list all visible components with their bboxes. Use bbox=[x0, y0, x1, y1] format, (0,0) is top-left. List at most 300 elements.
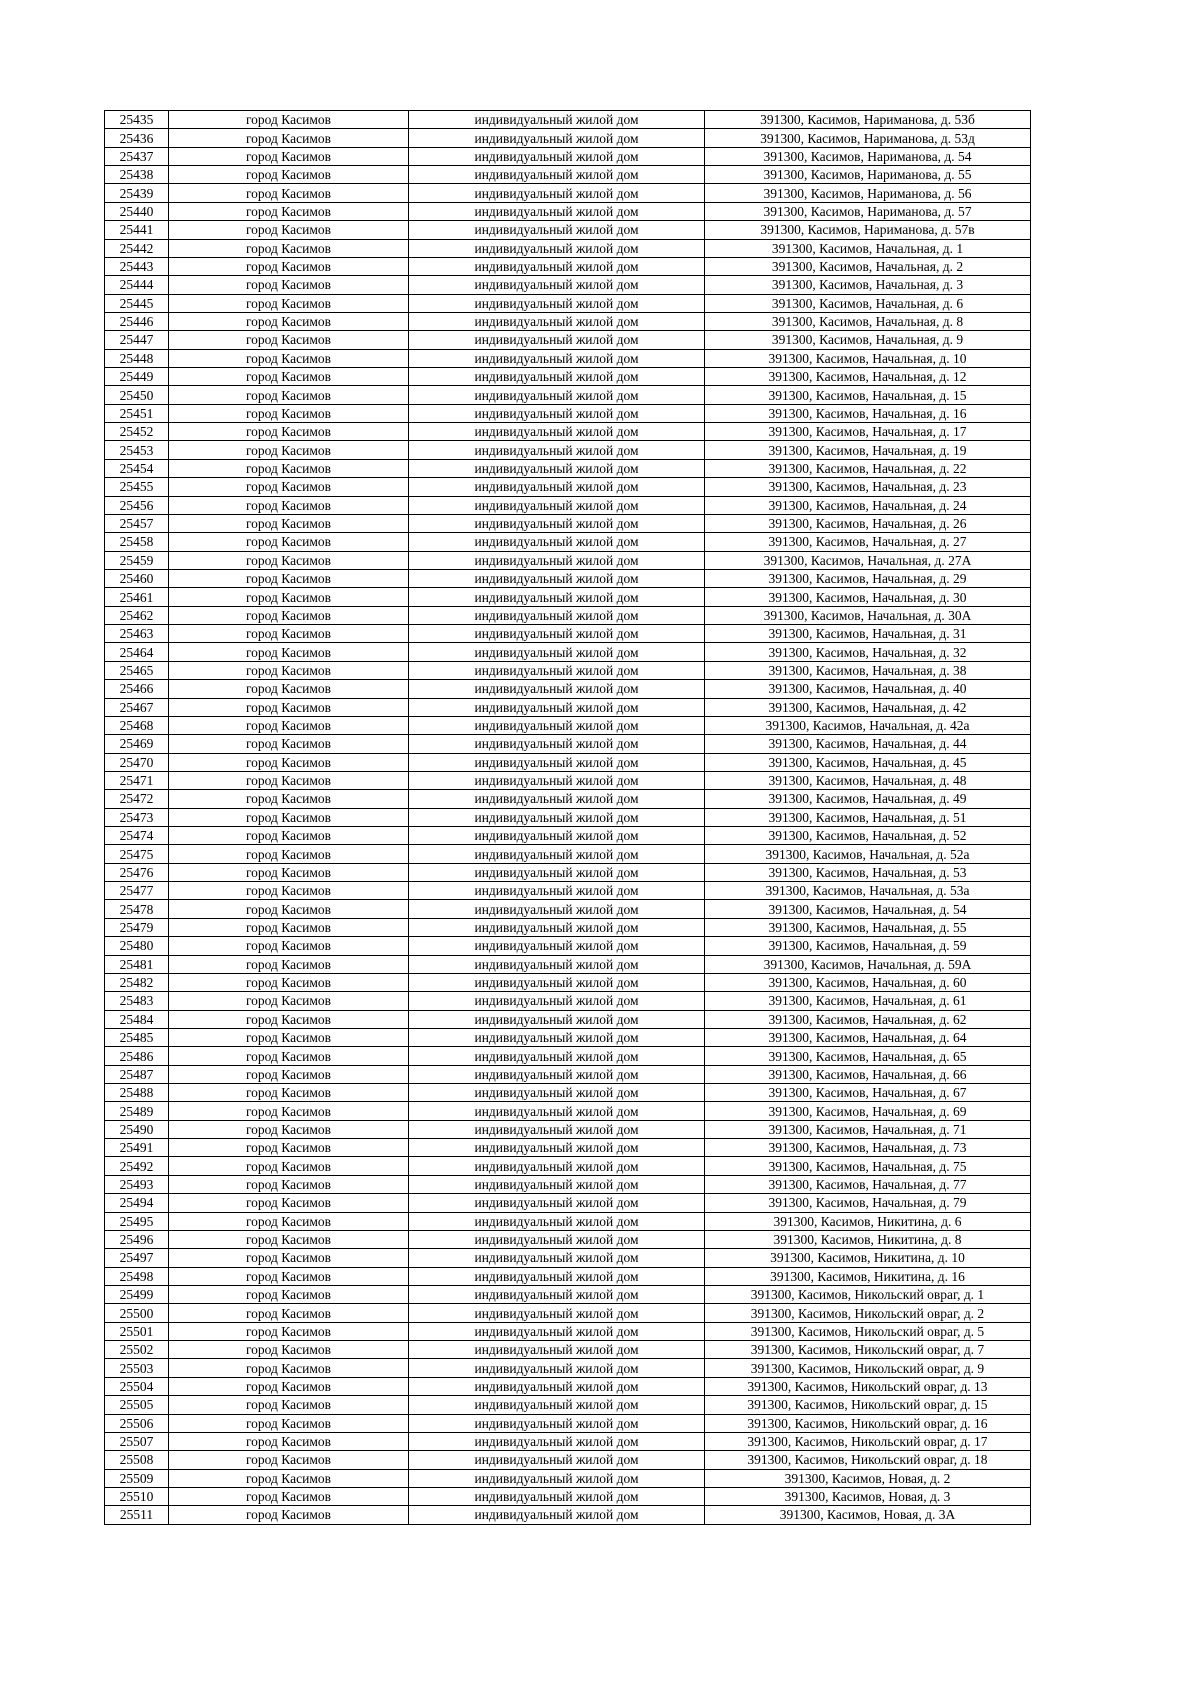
locality-cell: город Касимов bbox=[169, 1432, 409, 1450]
object-type-cell: индивидуальный жилой дом bbox=[409, 973, 705, 991]
address-cell: 391300, Касимов, Нариманова, д. 55 bbox=[705, 166, 1031, 184]
object-type-cell: индивидуальный жилой дом bbox=[409, 1065, 705, 1083]
address-cell: 391300, Касимов, Нариманова, д. 57 bbox=[705, 202, 1031, 220]
object-type-cell: индивидуальный жилой дом bbox=[409, 625, 705, 643]
table-row bbox=[105, 1065, 1031, 1083]
table-row bbox=[105, 808, 1031, 826]
row-number-cell: 25487 bbox=[105, 1065, 169, 1083]
table-row bbox=[105, 459, 1031, 477]
locality-cell: город Касимов bbox=[169, 1157, 409, 1175]
table-row bbox=[105, 1451, 1031, 1469]
table-row bbox=[105, 551, 1031, 569]
row-number-cell: 25436 bbox=[105, 129, 169, 147]
row-number-cell: 25460 bbox=[105, 569, 169, 587]
locality-cell: город Касимов bbox=[169, 973, 409, 991]
object-type-cell: индивидуальный жилой дом bbox=[409, 129, 705, 147]
locality-cell: город Касимов bbox=[169, 1304, 409, 1322]
row-number-cell: 25492 bbox=[105, 1157, 169, 1175]
address-cell: 391300, Касимов, Начальная, д. 31 bbox=[705, 625, 1031, 643]
address-cell: 391300, Касимов, Начальная, д. 55 bbox=[705, 918, 1031, 936]
address-cell: 391300, Касимов, Начальная, д. 24 bbox=[705, 496, 1031, 514]
table-row bbox=[105, 1377, 1031, 1395]
object-type-cell: индивидуальный жилой дом bbox=[409, 533, 705, 551]
row-number-cell: 25511 bbox=[105, 1506, 169, 1524]
address-cell: 391300, Касимов, Начальная, д. 3 bbox=[705, 276, 1031, 294]
locality-cell: город Касимов bbox=[169, 918, 409, 936]
row-number-cell: 25450 bbox=[105, 386, 169, 404]
row-number-cell: 25467 bbox=[105, 698, 169, 716]
address-cell: 391300, Касимов, Нариманова, д. 56 bbox=[705, 184, 1031, 202]
address-cell: 391300, Касимов, Начальная, д. 60 bbox=[705, 973, 1031, 991]
table-row bbox=[105, 184, 1031, 202]
registry-table bbox=[104, 110, 1031, 1525]
address-cell: 391300, Касимов, Никольский овраг, д. 15 bbox=[705, 1396, 1031, 1414]
address-cell: 391300, Касимов, Начальная, д. 22 bbox=[705, 459, 1031, 477]
locality-cell: город Касимов bbox=[169, 1175, 409, 1193]
locality-cell: город Касимов bbox=[169, 661, 409, 679]
table-row bbox=[105, 404, 1031, 422]
address-cell: 391300, Касимов, Нариманова, д. 53б bbox=[705, 111, 1031, 129]
row-number-cell: 25475 bbox=[105, 845, 169, 863]
row-number-cell: 25439 bbox=[105, 184, 169, 202]
locality-cell: город Касимов bbox=[169, 845, 409, 863]
table-row bbox=[105, 257, 1031, 275]
object-type-cell: индивидуальный жилой дом bbox=[409, 790, 705, 808]
row-number-cell: 25455 bbox=[105, 478, 169, 496]
locality-cell: город Касимов bbox=[169, 1010, 409, 1028]
row-number-cell: 25503 bbox=[105, 1359, 169, 1377]
address-cell: 391300, Касимов, Начальная, д. 12 bbox=[705, 368, 1031, 386]
address-cell: 391300, Касимов, Начальная, д. 53а bbox=[705, 882, 1031, 900]
object-type-cell: индивидуальный жилой дом bbox=[409, 992, 705, 1010]
table-row bbox=[105, 441, 1031, 459]
table-row bbox=[105, 1212, 1031, 1230]
row-number-cell: 25470 bbox=[105, 753, 169, 771]
locality-cell: город Касимов bbox=[169, 1286, 409, 1304]
row-number-cell: 25437 bbox=[105, 147, 169, 165]
address-cell: 391300, Касимов, Начальная, д. 30 bbox=[705, 588, 1031, 606]
table-row bbox=[105, 1102, 1031, 1120]
table-row bbox=[105, 1506, 1031, 1524]
row-number-cell: 25496 bbox=[105, 1230, 169, 1248]
address-cell: 391300, Касимов, Никольский овраг, д. 17 bbox=[705, 1432, 1031, 1450]
address-cell: 391300, Касимов, Начальная, д. 27 bbox=[705, 533, 1031, 551]
object-type-cell: индивидуальный жилой дом bbox=[409, 1120, 705, 1138]
locality-cell: город Касимов bbox=[169, 1120, 409, 1138]
address-cell: 391300, Касимов, Никольский овраг, д. 2 bbox=[705, 1304, 1031, 1322]
object-type-cell: индивидуальный жилой дом bbox=[409, 716, 705, 734]
locality-cell: город Касимов bbox=[169, 111, 409, 129]
table-row bbox=[105, 423, 1031, 441]
table-row bbox=[105, 1120, 1031, 1138]
row-number-cell: 25481 bbox=[105, 955, 169, 973]
object-type-cell: индивидуальный жилой дом bbox=[409, 368, 705, 386]
row-number-cell: 25495 bbox=[105, 1212, 169, 1230]
address-cell: 391300, Касимов, Начальная, д. 23 bbox=[705, 478, 1031, 496]
table-row bbox=[105, 478, 1031, 496]
address-cell: 391300, Касимов, Начальная, д. 16 bbox=[705, 404, 1031, 422]
address-cell: 391300, Касимов, Начальная, д. 65 bbox=[705, 1047, 1031, 1065]
locality-cell: город Касимов bbox=[169, 331, 409, 349]
object-type-cell: индивидуальный жилой дом bbox=[409, 1047, 705, 1065]
row-number-cell: 25442 bbox=[105, 239, 169, 257]
row-number-cell: 25484 bbox=[105, 1010, 169, 1028]
address-cell: 391300, Касимов, Начальная, д. 51 bbox=[705, 808, 1031, 826]
row-number-cell: 25502 bbox=[105, 1341, 169, 1359]
row-number-cell: 25463 bbox=[105, 625, 169, 643]
row-number-cell: 25488 bbox=[105, 1084, 169, 1102]
row-number-cell: 25490 bbox=[105, 1120, 169, 1138]
object-type-cell: индивидуальный жилой дом bbox=[409, 312, 705, 330]
object-type-cell: индивидуальный жилой дом bbox=[409, 1194, 705, 1212]
object-type-cell: индивидуальный жилой дом bbox=[409, 918, 705, 936]
locality-cell: город Касимов bbox=[169, 129, 409, 147]
row-number-cell: 25472 bbox=[105, 790, 169, 808]
table-row bbox=[105, 533, 1031, 551]
locality-cell: город Касимов bbox=[169, 992, 409, 1010]
address-cell: 391300, Касимов, Начальная, д. 69 bbox=[705, 1102, 1031, 1120]
row-number-cell: 25510 bbox=[105, 1487, 169, 1505]
object-type-cell: индивидуальный жилой дом bbox=[409, 478, 705, 496]
table-row bbox=[105, 129, 1031, 147]
table-row bbox=[105, 1047, 1031, 1065]
address-cell: 391300, Касимов, Никольский овраг, д. 18 bbox=[705, 1451, 1031, 1469]
object-type-cell: индивидуальный жилой дом bbox=[409, 1451, 705, 1469]
row-number-cell: 25440 bbox=[105, 202, 169, 220]
table-row bbox=[105, 111, 1031, 129]
row-number-cell: 25443 bbox=[105, 257, 169, 275]
address-cell: 391300, Касимов, Начальная, д. 49 bbox=[705, 790, 1031, 808]
locality-cell: город Касимов bbox=[169, 221, 409, 239]
address-cell: 391300, Касимов, Новая, д. 2 bbox=[705, 1469, 1031, 1487]
address-cell: 391300, Касимов, Начальная, д. 32 bbox=[705, 643, 1031, 661]
object-type-cell: индивидуальный жилой дом bbox=[409, 496, 705, 514]
address-cell: 391300, Касимов, Начальная, д. 59А bbox=[705, 955, 1031, 973]
object-type-cell: индивидуальный жилой дом bbox=[409, 514, 705, 532]
locality-cell: город Касимов bbox=[169, 294, 409, 312]
row-number-cell: 25464 bbox=[105, 643, 169, 661]
object-type-cell: индивидуальный жилой дом bbox=[409, 1230, 705, 1248]
object-type-cell: индивидуальный жилой дом bbox=[409, 643, 705, 661]
table-row bbox=[105, 1194, 1031, 1212]
locality-cell: город Касимов bbox=[169, 1194, 409, 1212]
locality-cell: город Касимов bbox=[169, 184, 409, 202]
object-type-cell: индивидуальный жилой дом bbox=[409, 1084, 705, 1102]
locality-cell: город Касимов bbox=[169, 459, 409, 477]
locality-cell: город Касимов bbox=[169, 478, 409, 496]
row-number-cell: 25456 bbox=[105, 496, 169, 514]
object-type-cell: индивидуальный жилой дом bbox=[409, 257, 705, 275]
table-row bbox=[105, 1028, 1031, 1046]
object-type-cell: индивидуальный жилой дом bbox=[409, 1157, 705, 1175]
object-type-cell: индивидуальный жилой дом bbox=[409, 955, 705, 973]
locality-cell: город Касимов bbox=[169, 955, 409, 973]
address-cell: 391300, Касимов, Начальная, д. 54 bbox=[705, 900, 1031, 918]
object-type-cell: индивидуальный жилой дом bbox=[409, 882, 705, 900]
table-row bbox=[105, 882, 1031, 900]
table-row bbox=[105, 1139, 1031, 1157]
object-type-cell: индивидуальный жилой дом bbox=[409, 698, 705, 716]
table-row bbox=[105, 771, 1031, 789]
table-row bbox=[105, 1286, 1031, 1304]
row-number-cell: 25446 bbox=[105, 312, 169, 330]
table-row bbox=[105, 1175, 1031, 1193]
table-row bbox=[105, 569, 1031, 587]
object-type-cell: индивидуальный жилой дом bbox=[409, 349, 705, 367]
locality-cell: город Касимов bbox=[169, 1028, 409, 1046]
address-cell: 391300, Касимов, Начальная, д. 73 bbox=[705, 1139, 1031, 1157]
row-number-cell: 25457 bbox=[105, 514, 169, 532]
object-type-cell: индивидуальный жилой дом bbox=[409, 753, 705, 771]
address-cell: 391300, Касимов, Новая, д. 3А bbox=[705, 1506, 1031, 1524]
locality-cell: город Касимов bbox=[169, 1267, 409, 1285]
locality-cell: город Касимов bbox=[169, 423, 409, 441]
row-number-cell: 25508 bbox=[105, 1451, 169, 1469]
locality-cell: город Касимов bbox=[169, 753, 409, 771]
locality-cell: город Касимов bbox=[169, 1469, 409, 1487]
address-cell: 391300, Касимов, Начальная, д. 62 bbox=[705, 1010, 1031, 1028]
row-number-cell: 25476 bbox=[105, 863, 169, 881]
table-row bbox=[105, 1487, 1031, 1505]
table-row bbox=[105, 992, 1031, 1010]
row-number-cell: 25478 bbox=[105, 900, 169, 918]
table-row bbox=[105, 496, 1031, 514]
row-number-cell: 25505 bbox=[105, 1396, 169, 1414]
table-row bbox=[105, 514, 1031, 532]
address-cell: 391300, Касимов, Начальная, д. 44 bbox=[705, 735, 1031, 753]
table-row bbox=[105, 680, 1031, 698]
table-row bbox=[105, 1322, 1031, 1340]
locality-cell: город Касимов bbox=[169, 349, 409, 367]
table-row bbox=[105, 955, 1031, 973]
locality-cell: город Касимов bbox=[169, 257, 409, 275]
table-row bbox=[105, 1157, 1031, 1175]
address-cell: 391300, Касимов, Никитина, д. 10 bbox=[705, 1249, 1031, 1267]
object-type-cell: индивидуальный жилой дом bbox=[409, 827, 705, 845]
row-number-cell: 25474 bbox=[105, 827, 169, 845]
address-cell: 391300, Касимов, Начальная, д. 1 bbox=[705, 239, 1031, 257]
locality-cell: город Касимов bbox=[169, 1212, 409, 1230]
address-cell: 391300, Касимов, Начальная, д. 19 bbox=[705, 441, 1031, 459]
object-type-cell: индивидуальный жилой дом bbox=[409, 937, 705, 955]
object-type-cell: индивидуальный жилой дом bbox=[409, 606, 705, 624]
table-row bbox=[105, 1249, 1031, 1267]
table-body bbox=[105, 111, 1031, 1525]
locality-cell: город Касимов bbox=[169, 1322, 409, 1340]
locality-cell: город Касимов bbox=[169, 386, 409, 404]
address-cell: 391300, Касимов, Начальная, д. 27А bbox=[705, 551, 1031, 569]
row-number-cell: 25473 bbox=[105, 808, 169, 826]
locality-cell: город Касимов bbox=[169, 790, 409, 808]
locality-cell: город Касимов bbox=[169, 1451, 409, 1469]
row-number-cell: 25445 bbox=[105, 294, 169, 312]
address-cell: 391300, Касимов, Нариманова, д. 54 bbox=[705, 147, 1031, 165]
row-number-cell: 25497 bbox=[105, 1249, 169, 1267]
row-number-cell: 25501 bbox=[105, 1322, 169, 1340]
object-type-cell: индивидуальный жилой дом bbox=[409, 680, 705, 698]
locality-cell: город Касимов bbox=[169, 1377, 409, 1395]
object-type-cell: индивидуальный жилой дом bbox=[409, 1175, 705, 1193]
table-row bbox=[105, 625, 1031, 643]
locality-cell: город Касимов bbox=[169, 368, 409, 386]
object-type-cell: индивидуальный жилой дом bbox=[409, 900, 705, 918]
locality-cell: город Касимов bbox=[169, 900, 409, 918]
table-row bbox=[105, 735, 1031, 753]
locality-cell: город Касимов bbox=[169, 569, 409, 587]
table-row bbox=[105, 1359, 1031, 1377]
row-number-cell: 25477 bbox=[105, 882, 169, 900]
locality-cell: город Касимов bbox=[169, 551, 409, 569]
row-number-cell: 25506 bbox=[105, 1414, 169, 1432]
address-cell: 391300, Касимов, Начальная, д. 30А bbox=[705, 606, 1031, 624]
locality-cell: город Касимов bbox=[169, 404, 409, 422]
row-number-cell: 25451 bbox=[105, 404, 169, 422]
table-row bbox=[105, 1341, 1031, 1359]
address-cell: 391300, Касимов, Новая, д. 3 bbox=[705, 1487, 1031, 1505]
address-cell: 391300, Касимов, Начальная, д. 8 bbox=[705, 312, 1031, 330]
object-type-cell: индивидуальный жилой дом bbox=[409, 294, 705, 312]
address-cell: 391300, Касимов, Никольский овраг, д. 5 bbox=[705, 1322, 1031, 1340]
locality-cell: город Касимов bbox=[169, 1487, 409, 1505]
row-number-cell: 25486 bbox=[105, 1047, 169, 1065]
locality-cell: город Касимов bbox=[169, 514, 409, 532]
row-number-cell: 25448 bbox=[105, 349, 169, 367]
locality-cell: город Касимов bbox=[169, 606, 409, 624]
object-type-cell: индивидуальный жилой дом bbox=[409, 1249, 705, 1267]
table-row bbox=[105, 312, 1031, 330]
locality-cell: город Касимов bbox=[169, 771, 409, 789]
object-type-cell: индивидуальный жилой дом bbox=[409, 588, 705, 606]
address-cell: 391300, Касимов, Никольский овраг, д. 1 bbox=[705, 1286, 1031, 1304]
row-number-cell: 25507 bbox=[105, 1432, 169, 1450]
table-row bbox=[105, 588, 1031, 606]
row-number-cell: 25449 bbox=[105, 368, 169, 386]
address-cell: 391300, Касимов, Начальная, д. 77 bbox=[705, 1175, 1031, 1193]
object-type-cell: индивидуальный жилой дом bbox=[409, 239, 705, 257]
table-row bbox=[105, 386, 1031, 404]
object-type-cell: индивидуальный жилой дом bbox=[409, 1432, 705, 1450]
locality-cell: город Касимов bbox=[169, 276, 409, 294]
object-type-cell: индивидуальный жилой дом bbox=[409, 441, 705, 459]
row-number-cell: 25469 bbox=[105, 735, 169, 753]
row-number-cell: 25509 bbox=[105, 1469, 169, 1487]
row-number-cell: 25458 bbox=[105, 533, 169, 551]
locality-cell: город Касимов bbox=[169, 533, 409, 551]
object-type-cell: индивидуальный жилой дом bbox=[409, 1341, 705, 1359]
address-cell: 391300, Касимов, Начальная, д. 10 bbox=[705, 349, 1031, 367]
row-number-cell: 25479 bbox=[105, 918, 169, 936]
locality-cell: город Касимов bbox=[169, 735, 409, 753]
row-number-cell: 25447 bbox=[105, 331, 169, 349]
row-number-cell: 25471 bbox=[105, 771, 169, 789]
row-number-cell: 25468 bbox=[105, 716, 169, 734]
address-cell: 391300, Касимов, Никитина, д. 8 bbox=[705, 1230, 1031, 1248]
table-row bbox=[105, 1432, 1031, 1450]
object-type-cell: индивидуальный жилой дом bbox=[409, 1304, 705, 1322]
table-row bbox=[105, 294, 1031, 312]
row-number-cell: 25482 bbox=[105, 973, 169, 991]
table-row bbox=[105, 1304, 1031, 1322]
locality-cell: город Касимов bbox=[169, 496, 409, 514]
locality-cell: город Касимов bbox=[169, 166, 409, 184]
object-type-cell: индивидуальный жилой дом bbox=[409, 771, 705, 789]
object-type-cell: индивидуальный жилой дом bbox=[409, 1267, 705, 1285]
address-cell: 391300, Касимов, Начальная, д. 52а bbox=[705, 845, 1031, 863]
locality-cell: город Касимов bbox=[169, 808, 409, 826]
object-type-cell: индивидуальный жилой дом bbox=[409, 808, 705, 826]
address-cell: 391300, Касимов, Никольский овраг, д. 13 bbox=[705, 1377, 1031, 1395]
row-number-cell: 25504 bbox=[105, 1377, 169, 1395]
object-type-cell: индивидуальный жилой дом bbox=[409, 1028, 705, 1046]
table-row bbox=[105, 863, 1031, 881]
object-type-cell: индивидуальный жилой дом bbox=[409, 735, 705, 753]
address-cell: 391300, Касимов, Начальная, д. 52 bbox=[705, 827, 1031, 845]
row-number-cell: 25480 bbox=[105, 937, 169, 955]
address-cell: 391300, Касимов, Начальная, д. 17 bbox=[705, 423, 1031, 441]
address-cell: 391300, Касимов, Начальная, д. 29 bbox=[705, 569, 1031, 587]
table-row bbox=[105, 827, 1031, 845]
object-type-cell: индивидуальный жилой дом bbox=[409, 1506, 705, 1524]
locality-cell: город Касимов bbox=[169, 1084, 409, 1102]
locality-cell: город Касимов bbox=[169, 1047, 409, 1065]
address-cell: 391300, Касимов, Нариманова, д. 53д bbox=[705, 129, 1031, 147]
table-row bbox=[105, 845, 1031, 863]
row-number-cell: 25441 bbox=[105, 221, 169, 239]
object-type-cell: индивидуальный жилой дом bbox=[409, 1487, 705, 1505]
locality-cell: город Касимов bbox=[169, 1065, 409, 1083]
address-cell: 391300, Касимов, Начальная, д. 40 bbox=[705, 680, 1031, 698]
object-type-cell: индивидуальный жилой дом bbox=[409, 1359, 705, 1377]
object-type-cell: индивидуальный жилой дом bbox=[409, 1102, 705, 1120]
table-row bbox=[105, 221, 1031, 239]
object-type-cell: индивидуальный жилой дом bbox=[409, 1396, 705, 1414]
object-type-cell: индивидуальный жилой дом bbox=[409, 166, 705, 184]
table-row bbox=[105, 1396, 1031, 1414]
table-row bbox=[105, 331, 1031, 349]
address-cell: 391300, Касимов, Никитина, д. 16 bbox=[705, 1267, 1031, 1285]
table-row bbox=[105, 698, 1031, 716]
locality-cell: город Касимов bbox=[169, 1249, 409, 1267]
address-cell: 391300, Касимов, Начальная, д. 2 bbox=[705, 257, 1031, 275]
locality-cell: город Касимов bbox=[169, 716, 409, 734]
table-row bbox=[105, 643, 1031, 661]
table-row bbox=[105, 147, 1031, 165]
object-type-cell: индивидуальный жилой дом bbox=[409, 661, 705, 679]
table-row bbox=[105, 368, 1031, 386]
locality-cell: город Касимов bbox=[169, 1414, 409, 1432]
locality-cell: город Касимов bbox=[169, 827, 409, 845]
table-row bbox=[105, 276, 1031, 294]
address-cell: 391300, Касимов, Нариманова, д. 57в bbox=[705, 221, 1031, 239]
locality-cell: город Касимов bbox=[169, 680, 409, 698]
table-row bbox=[105, 753, 1031, 771]
object-type-cell: индивидуальный жилой дом bbox=[409, 551, 705, 569]
row-number-cell: 25499 bbox=[105, 1286, 169, 1304]
locality-cell: город Касимов bbox=[169, 698, 409, 716]
object-type-cell: индивидуальный жилой дом bbox=[409, 845, 705, 863]
address-cell: 391300, Касимов, Никольский овраг, д. 16 bbox=[705, 1414, 1031, 1432]
object-type-cell: индивидуальный жилой дом bbox=[409, 276, 705, 294]
locality-cell: город Касимов bbox=[169, 1396, 409, 1414]
locality-cell: город Касимов bbox=[169, 588, 409, 606]
table-row bbox=[105, 606, 1031, 624]
address-cell: 391300, Касимов, Начальная, д. 59 bbox=[705, 937, 1031, 955]
object-type-cell: индивидуальный жилой дом bbox=[409, 184, 705, 202]
object-type-cell: индивидуальный жилой дом bbox=[409, 386, 705, 404]
address-cell: 391300, Касимов, Начальная, д. 48 bbox=[705, 771, 1031, 789]
object-type-cell: индивидуальный жилой дом bbox=[409, 1377, 705, 1395]
table-row bbox=[105, 239, 1031, 257]
